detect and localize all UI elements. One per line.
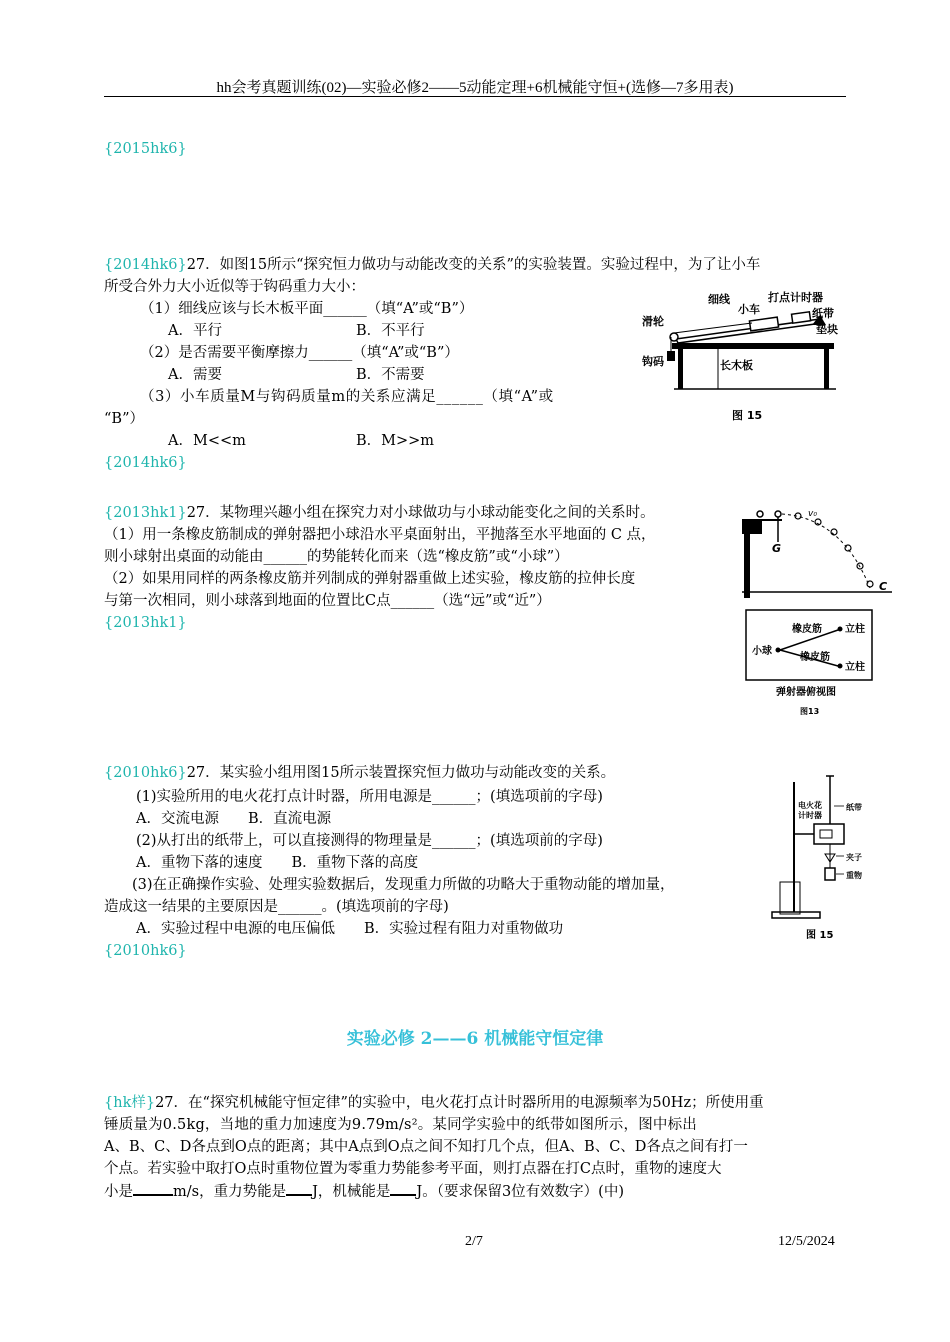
- figure-2013-launcher-top-view: [742, 608, 877, 720]
- fig2014-label-board: 长木板: [720, 359, 753, 372]
- q2014-part2-opt-a: A．需要: [168, 367, 222, 383]
- qhk-line3: A、B、C、D各点到O点的距离；其中A点到O点之间不知打几个点，但A、B、C、D各点之间有打一: [104, 1139, 748, 1155]
- q2014-part2: （2）是否需要平衡摩擦力______（填“A”或“B”）: [140, 345, 459, 361]
- fig2014-label-timer: 打点计时器: [768, 291, 823, 304]
- section-title: 实验必修 2——6 机械能守恒定律: [346, 1029, 604, 1049]
- tag-2010-close: {2010hk6}: [104, 943, 187, 959]
- fig2010-label-clip: 夹子: [846, 853, 862, 862]
- q2013-line1: {2013hk1}27．某物理兴趣小组在探究力对小球做功与小球动能变化之间的关系时。: [104, 505, 655, 521]
- footer-date: 12/5/2024: [778, 1234, 835, 1249]
- header-rule: [104, 96, 846, 97]
- tag-2013-open: {2013hk1}: [104, 505, 187, 521]
- page-header: hh会考真题训练(02)—实验必修2——5动能定理+6机械能守恒+(选修—7多用表): [216, 80, 734, 96]
- q2014-part1: （1）细线应该与长木板平面______（填“A”或“B”）: [140, 301, 474, 317]
- q2014-part2-opt-b: B．不需要: [356, 367, 425, 383]
- fig2014-label-line: 细线: [708, 293, 730, 306]
- q2010-part3-cont: 造成这一结果的主要原因是______。(填选项前的字母): [104, 899, 449, 915]
- blank-velocity: [133, 1180, 173, 1196]
- fig2010-label-tape: 纸带: [846, 803, 862, 812]
- q2014-part3-cont: “B”）: [104, 411, 144, 427]
- q2010-part2-options: A．重物下落的速度 B．重物下落的高度: [136, 855, 419, 871]
- q2014-part3-opt-b: B．M>>m: [356, 433, 435, 449]
- fig2014-label-weight: 钩码: [642, 355, 664, 368]
- fig2013-label-v0: v₀: [808, 509, 817, 519]
- blank-mechanical-energy: [390, 1180, 416, 1196]
- q2014-line2: 所受合外力大小近似等于钩码重力大小：: [104, 279, 365, 295]
- q2010-part1: (1)实验所用的电火花打点计时器，所用电源是______；(填选项前的字母): [136, 789, 603, 805]
- q2014-part1-opt-b: B．不平行: [356, 323, 425, 339]
- qhk-line4: 个点。若实验中取打O点时重物位置为零重力势能参考平面，则打点器在打C点时，重物的速度大: [104, 1161, 722, 1177]
- q2014-line1: {2014hk6}27．如图15所示“探究恒力做功与动能改变的关系”的实验装置。实验过程中，为了让小车: [104, 257, 761, 273]
- fig2010-label-timer1: 电火花: [798, 801, 822, 810]
- fig2014-label-cart: 小车: [738, 303, 760, 316]
- q2014-part3: （3）小车质量M与钩码质量m的关系应满足______（填“A”或: [140, 389, 554, 405]
- figure-2013-projectile: [742, 502, 892, 598]
- q2010-part3: (3)在正确操作实验、处理实验数据后，发现重力所做的功略大于重物动能的增加量，: [132, 877, 675, 893]
- fig2013-label-band2: 橡皮筋: [800, 652, 830, 663]
- fig2013-label-ball: 小球: [752, 646, 772, 657]
- tag-2010-open: {2010hk6}: [104, 765, 187, 781]
- fig2014-label-pulley: 滑轮: [642, 315, 664, 328]
- q2014-part3-opt-a: A．M<<m: [168, 433, 246, 449]
- q2013-line4: （2）如果用同样的两条橡皮筋并列制成的弹射器重做上述实验，橡皮筋的拉伸长度: [104, 571, 636, 587]
- fig2010-label-timer2: 计时器: [798, 811, 822, 820]
- fig2010-label-weight: 重物: [846, 871, 862, 880]
- fig2013-label-c: C: [879, 580, 888, 593]
- tag-2014-open: {2014hk6}: [104, 257, 187, 273]
- q2013-line3: 则小球射出桌面的动能由______的势能转化而来（选“橡皮筋”或“小球”）: [104, 549, 569, 565]
- q2010-part3-options: A．实验过程中电源的电压偏低 B．实验过程有阻力对重物做功: [136, 921, 564, 937]
- qhk-line2: 锤质量为0.5kg，当地的重力加速度为9.79m/s²。某同学实验中的纸带如图所示，图中标出: [104, 1117, 697, 1133]
- q2013-line2: （1）用一条橡皮筋制成的弹射器把小球沿水平桌面射出，平抛落至水平地面的 C 点，: [104, 527, 656, 543]
- fig2014-label-tape: 纸带: [812, 307, 834, 320]
- fig2013-label-view: 弹射器俯视图: [776, 687, 836, 698]
- q2014-part1-opt-a: A．平行: [168, 323, 222, 339]
- figure-2014-incline-setup: [640, 285, 840, 425]
- tag-2014-close: {2014hk6}: [104, 455, 187, 471]
- qhk-line5: 小是 m/s，重力势能是 J，机械能是 J。（要求保留3位有效数字）(中): [104, 1180, 624, 1203]
- figure-2010-free-fall-setup: [770, 772, 870, 944]
- fig2013-caption: 图13: [800, 707, 820, 716]
- tag-2015: {2015hk6}: [104, 141, 187, 157]
- tag-hk-sample: {hk样}: [104, 1095, 156, 1111]
- qhk-line1: {hk样}27．在“探究机械能守恒定律”的实验中，电火花打点计时器所用的电源频率为50Hz；所使用重: [104, 1095, 764, 1111]
- fig2013-label-post2: 立柱: [845, 662, 865, 673]
- page-number: 2/7: [465, 1234, 483, 1249]
- fig2010-caption: 图 15: [806, 930, 834, 941]
- q2010-line1: {2010hk6}27．某实验小组用图15所示装置探究恒力做功与动能改变的关系。: [104, 765, 616, 781]
- fig2013-label-g: G: [772, 542, 782, 555]
- q2013-line5: 与第一次相同，则小球落到地面的位置比C点______（选“远”或“近”）: [104, 593, 551, 609]
- q2010-part2: (2)从打出的纸带上，可以直接测得的物理量是______；(填选项前的字母): [136, 833, 603, 849]
- q2010-part1-options: A．交流电源 B．直流电源: [136, 811, 332, 827]
- fig2014-caption: 图 15: [732, 409, 763, 422]
- blank-potential-energy: [286, 1180, 312, 1196]
- tag-2013-close: {2013hk1}: [104, 615, 187, 631]
- fig2013-label-band1: 橡皮筋: [792, 624, 822, 635]
- fig2014-label-pad: 垫块: [816, 323, 838, 336]
- fig2013-label-post1: 立柱: [845, 624, 865, 635]
